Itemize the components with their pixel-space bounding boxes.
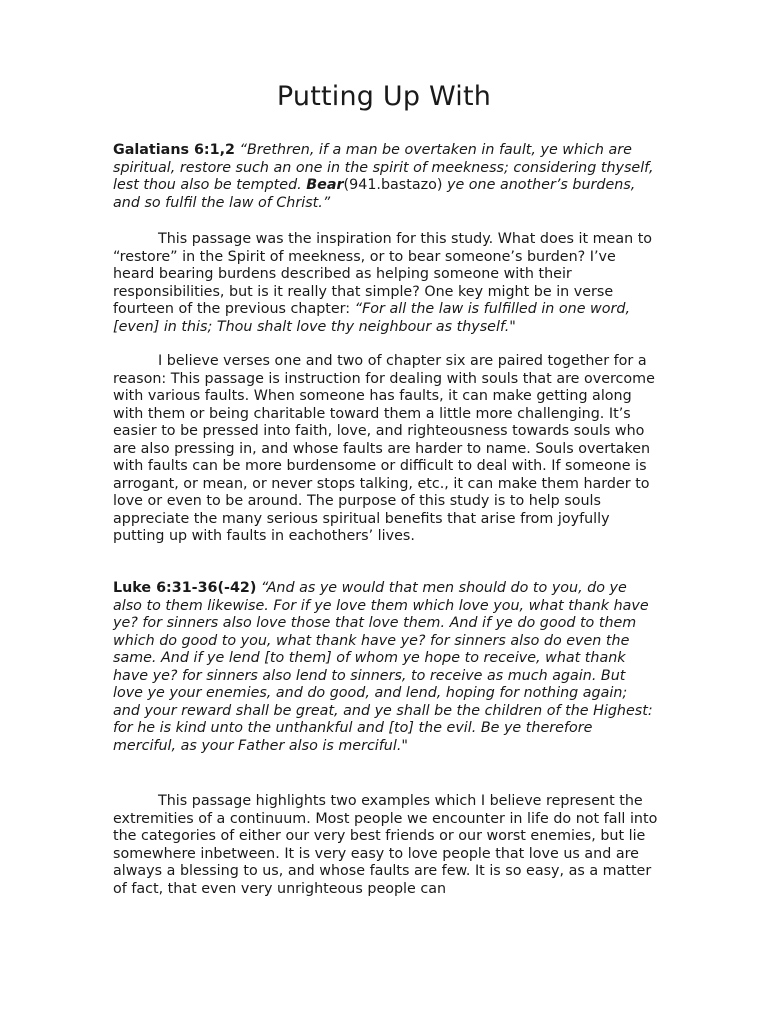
- scripture-quote-continued: ye one another’s burdens, and so fulfil the law of Christ.”: [113, 177, 636, 211]
- paragraph-text: This passage was the inspiration for this study. What does it mean to “restore” in the Spirit of meekness, or to bear someone’s burden? I’ve heard bearing burdens described as helping someone with their responsibilities, but is it really that simple? One key might be in verse fourteen of the previous chapter:: [113, 231, 653, 317]
- scripture-reference: Luke 6:31-36(-42): [113, 580, 257, 596]
- strongs-reference: (941.bastazo): [343, 177, 443, 193]
- paragraph-text: This passage highlights two examples which I believe represent the extremities of a continuum. Most people we encounter in life do not fall into the categories of either our very best friends or our worst enemies, but lie somewhere inbetween. It is very easy to love people that love us and are always a blessing to us, and whose faults are few. It is so easy, as a matter of fact, that even very unrighteous people can: [113, 793, 658, 897]
- body-paragraph-2: [113, 353, 658, 546]
- paragraph-text: I believe verses one and two of chapter six are paired together for a reason: This passage is instruction for dealing with souls that are overcome with various faults. When someone has faults, it can make getting along with them or being charitable toward them a little more challenging. It’s easier to be pressed into faith, love, and righteousness towards souls who are also pressing in, and whose faults are harder to name. Souls overtaken with faults can be more burdensome or difficult to deal with. If someone is arrogant, or mean, or never stops talking, etc., it can make them harder to love or even to be around. The purpose of this study is to help souls appreciate the many serious spiritual benefits that arise from joyfully putting up with faults in eachothers’ lives.: [113, 353, 655, 544]
- galatians-passage: [113, 142, 658, 212]
- scripture-quote: “And as ye would that men should do to you, do ye also to them likewise. For if ye love them which love you, what thank have ye? for sinners also love those that love them. And if ye do good to them which do good to you, what thank have ye? for sinners also do even the same. And if ye lend [to them] of whom ye hope to receive, what thank have ye? for sinners also lend to sinners, to receive as much again. But love ye your enemies, and do good, and lend, hoping for nothing again; and your reward shall be great, and ye shall be the children of the Highest: for he is kind unto the unthankful and [to] the evil. Be ye therefore merciful, as your Father also is merciful.": [113, 580, 653, 754]
- body-paragraph-1: [113, 231, 658, 336]
- inline-quote: “For all the law is fulfilled in one word, [even] in this; Thou shalt love thy neighbour as thyself.": [113, 301, 630, 335]
- page-title: Putting Up With: [276, 81, 492, 112]
- luke-passage: [113, 580, 658, 755]
- body-paragraph-3: [113, 793, 658, 898]
- scripture-quote: “Brethren, if a man be overtaken in fault, ye which are spiritual, restore such an one in the spirit of meekness; considering thyself, lest thou also be tempted.: [113, 142, 654, 193]
- bear-word: Bear: [306, 177, 344, 193]
- scripture-reference: Galatians 6:1,2: [113, 142, 235, 158]
